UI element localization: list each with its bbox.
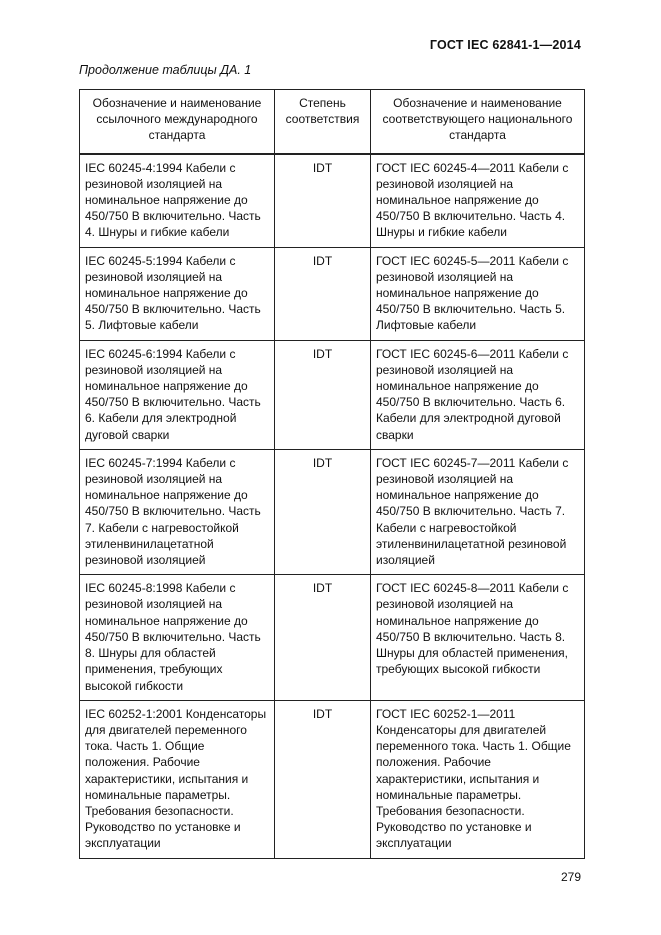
page-number: 279 — [560, 870, 581, 884]
cell-national: ГОСТ IEC 60245-7—2011 Кабели с резиновой изоляцией на номинальное напряжение до 450/750 В включительно. Часть 7. Кабели с нагревостойкой этиленвинилацетатной резиновой изоляцией — [371, 449, 585, 574]
table-header-row — [80, 90, 585, 154]
cell-degree: IDT — [275, 449, 371, 574]
header-international: Обозначение и наименование ссылочного международного стандарта — [80, 90, 275, 154]
cell-national: ГОСТ IEC 60245-5—2011 Кабели с резиновой изоляцией на номинальное напряжение до 450/750 В включительно. Часть 5. Лифтовые кабели — [371, 247, 585, 340]
cell-national: ГОСТ IEC 60245-4—2011 Кабели с резиновой изоляцией на номинальное напряжение до 450/750 В включительно. Часть 4. Шнуры и гибкие кабели — [371, 154, 585, 248]
cell-national: ГОСТ IEC 60245-8—2011 Кабели с резиновой изоляцией на номинальное напряжение до 450/750 В включительно. Часть 8. Шнуры для областей применения, требующих высокой гибкости — [371, 575, 585, 700]
cell-international: IEC 60245-5:1994 Кабели с резиновой изоляцией на номинальное напряжение до 450/750 В включительно. Часть 5. Лифтовые кабели — [80, 247, 275, 340]
header-degree: Степень соответствия — [275, 90, 371, 154]
cell-degree: IDT — [275, 154, 371, 248]
table-row — [80, 340, 585, 449]
cell-degree: IDT — [275, 340, 371, 449]
cell-degree: IDT — [275, 247, 371, 340]
cell-international: IEC 60245-7:1994 Кабели с резиновой изоляцией на номинальное напряжение до 450/750 В включительно. Часть 7. Кабели с нагревостойкой этиленвинилацетатной резиновой изоляцией — [80, 449, 275, 574]
header-national: Обозначение и наименование соответствующего национального стандарта — [371, 90, 585, 154]
standards-table — [79, 89, 585, 859]
table-row — [80, 449, 585, 574]
table-row — [80, 154, 585, 248]
table-row — [80, 700, 585, 858]
table-row — [80, 247, 585, 340]
document-code: ГОСТ IEC 62841-1—2014 — [429, 38, 581, 52]
table-row — [80, 575, 585, 700]
cell-degree: IDT — [275, 575, 371, 700]
cell-degree: IDT — [275, 700, 371, 858]
cell-international: IEC 60245-8:1998 Кабели с резиновой изоляцией на номинальное напряжение до 450/750 В включительно. Часть 8. Шнуры для областей применения, требующих высокой гибкости — [80, 575, 275, 700]
cell-international: IEC 60245-6:1994 Кабели с резиновой изоляцией на номинальное напряжение до 450/750 В включительно. Часть 6. Кабели для электродной дуговой сварки — [80, 340, 275, 449]
cell-international: IEC 60252-1:2001 Конденсаторы для двигателей переменного тока. Часть 1. Общие положения. Рабочие характеристики, испытания и номинальные параметры. Требования безопасности. Руководство по установке и эксплуатации — [80, 700, 275, 858]
table-caption: Продолжение таблицы ДА. 1 — [79, 63, 252, 77]
cell-national: ГОСТ IEC 60252-1—2011 Конденсаторы для двигателей переменного тока. Часть 1. Общие положения. Рабочие характеристики, испытания и номинальные параметры. Требования безопасности. Руководство по установке и эксплуатации — [371, 700, 585, 858]
cell-international: IEC 60245-4:1994 Кабели с резиновой изоляцией на номинальное напряжение до 450/750 В включительно. Часть 4. Шнуры и гибкие кабели — [80, 154, 275, 248]
cell-national: ГОСТ IEC 60245-6—2011 Кабели с резиновой изоляцией на номинальное напряжение до 450/750 В включительно. Часть 6. Кабели для электродной дуговой сварки — [371, 340, 585, 449]
